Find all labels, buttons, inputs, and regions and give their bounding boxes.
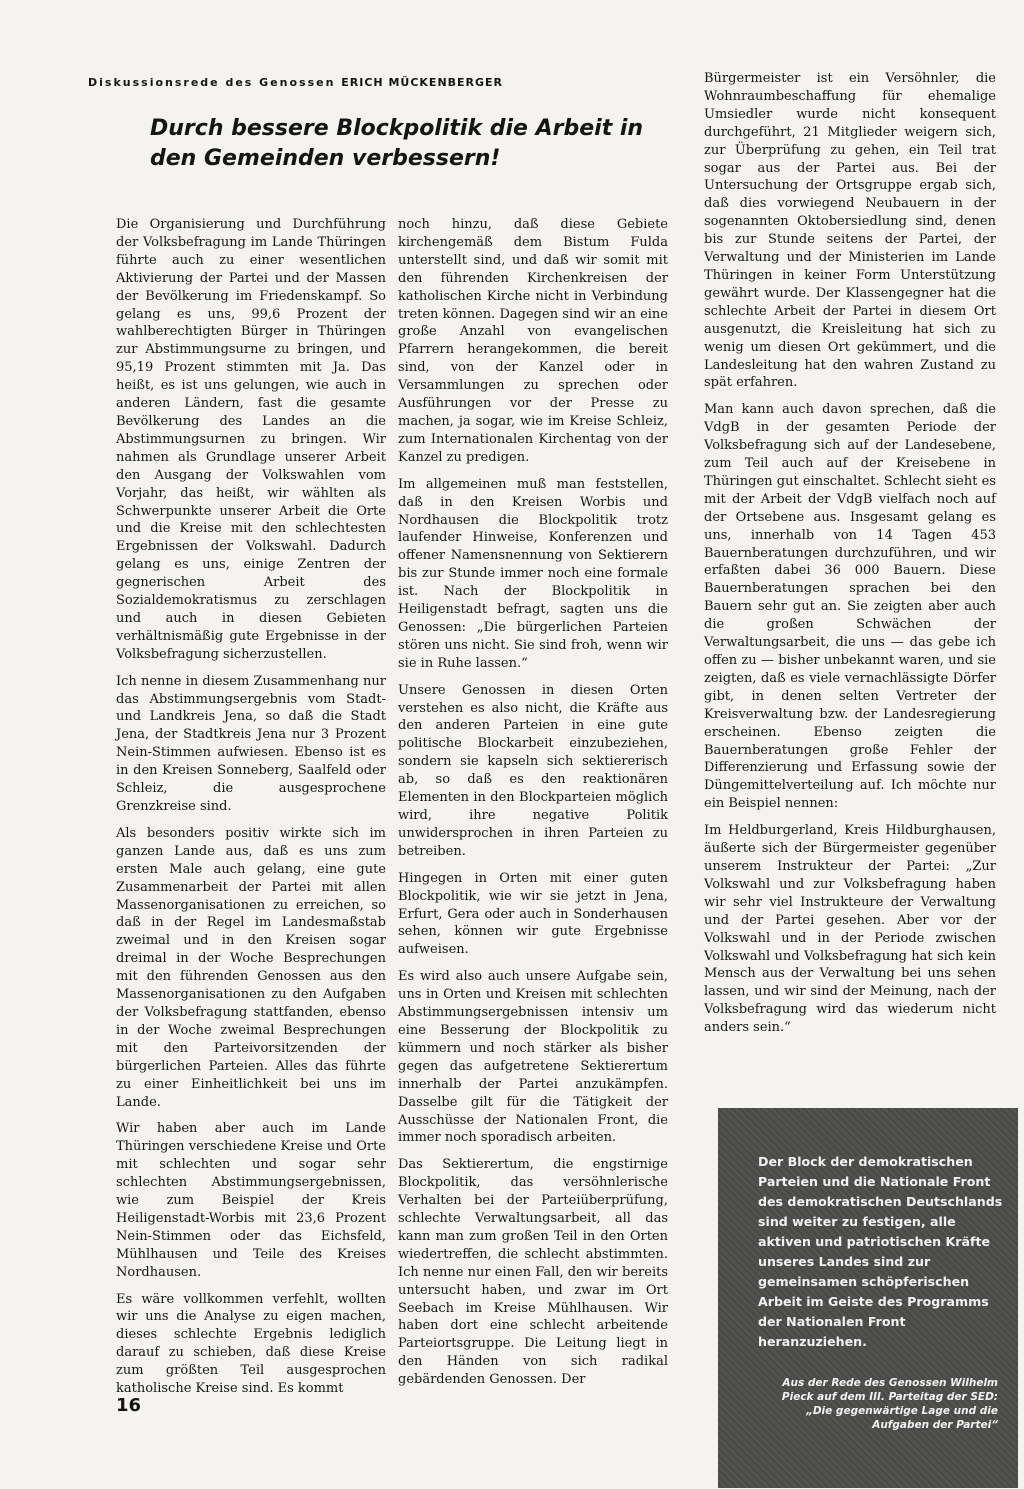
paragraph: Das Sektierertum, die engstirnige Blockpolitik, das versöhnlerische Verhalten bei der Parteiüberprüfung, schlechte Verwaltungsarbeit, all das kann man zum großen Teil in den Orten wiedertreffen, die schlecht abstimmten. Ich nenne nur einen Fall, den wir bereits untersucht haben, und zwar im Ort Seebach im Kreise Mühlhausen. Wir haben dort eine schlecht arbeitende Parteiortsgruppe. Die Leitung liegt in den Händen von sich radikal gebärdenden Genossen. Der [398, 1157, 668, 1388]
paragraph: noch hinzu, daß diese Gebiete kirchengemäß dem Bistum Fulda unterstellt sind, und daß wir somit mit den führenden Kirchenkreisen der katholischen Kirche nicht in Verbindung treten können. Dagegen sind wir an eine große Anzahl von evangelischen Pfarrern herangekommen, die bereit sind, von der Kanzel oder in Versammlungen zu sprechen oder Ausführungen vor der Presse zu machen, ja sogar, wie im Kreise Schleiz, zum Internationalen Kirchentag von der Kanzel zu predigen. [398, 217, 668, 465]
article-headline: Durch bessere Blockpolitik die Arbeit in den Gemeinden verbessern! [150, 116, 644, 171]
paragraph: Im Heldburgerland, Kreis Hildburghausen, äußerte sich der Bürgermeister gegenüber unserem Instrukteur der Partei: „Zur Volkswahl und zur Volksbefragung haben wir sehr viel Instrukteure der Verwaltung und der Partei gesehen. Aber vor der Volkswahl und in der Periode zwischen Volkswahl und Volksbefragung hat sich kein Mensch aus der Verwaltung bei uns sehen lassen, und wir sind der Meinung, nach der Volksbefragung wird das wiederum nicht anders sein.“ [704, 823, 996, 1036]
text-column-3 [704, 70, 996, 1046]
text-column-2 [398, 216, 668, 1398]
paragraph: Es wird also auch unsere Aufgabe sein, uns in Orten und Kreisen mit schlechten Abstimmungsergebnissen intensiv um eine Besserung der Blockpolitik zu kümmern und noch stärker als bisher gegen das aufgetretene Sektierertum innerhalb der Partei anzukämpfen. Dasselbe gilt für die Tätigkeit der Ausschüsse der Nationalen Front, die immer noch sporadisch arbeiten. [398, 969, 668, 1146]
paragraph: Als besonders positiv wirkte sich im ganzen Lande aus, daß es uns zum ersten Male auch gelang, eine gute Zusammenarbeit der Partei mit allen Massenorganisationen zu erreichen, so daß in der Regel im Landesmaßstab zweimal und in den Kreisen sogar dreimal in der Woche Besprechungen mit den führenden Genossen aus den Massenorganisationen zu den Aufgaben der Volksbefragung stattfanden, ebenso in der Woche zweimal Besprechungen mit den Parteivorsitzenden der bürgerlichen Parteien. Alles das führte zu einer Einheitlichkeit bei uns im Lande. [116, 825, 386, 1110]
kicker-prefix: Diskussionsrede des Genossen [88, 76, 336, 89]
paragraph: Bürgermeister ist ein Versöhnler, die Wohnraumbeschaffung für ehemalige Umsiedler wurde nicht konsequent durchgeführt, 21 Mitglieder weigern sich, zur Überprüfung zu gehen, ein Teil trat sogar aus der Partei aus. Bei der Untersuchung der Ortsgruppe ergab sich, daß dies vorwiegend Neubauern in der sogenannten Oktobersiedlung sind, denen bis zur Stunde seitens der Partei, der Verwaltung und der Ministerien im Lande Thüringen in keiner Form Unterstützung gewährt wurde. Der Klassengegner hat die schlechte Arbeit der Partei in diesem Ort ausgenutzt, die Kreisleitung hat sich zu wenig um diesen Ort gekümmert, und die Landesleitung hat den wahren Zustand zu spät erfahren. [704, 71, 996, 391]
pull-quote-text: Der Block der demokratischen Parteien und die Nationale Front des demokratischen Deutschlands sind weiter zu festigen, alle aktiven und patriotischen Kräfte unseres Landes sind zur gemeinsamen schöpferischen Arbeit im Geiste des Programms der Nationalen Front heranzuziehen. [758, 1154, 1003, 1349]
paragraph: Man kann auch davon sprechen, daß die VdgB in der gesamten Periode der Volksbefragung sich auf der Landesebene, zum Teil auch auf der Kreisebene in Thüringen gut einschaltet. Schlecht sieht es mit der Arbeit der VdgB vielfach noch auf der Ortsebene aus. Insgesamt gelang es uns, innerhalb von 14 Tagen 453 Bauernberatungen durchzuführen, und wir erfaßten dabei 36 000 Bauern. Diese Bauernberatungen sprachen bei den Bauern sehr gut an. Sie zeigten aber auch die großen Schwächen der Verwaltungsarbeit, die uns — das gebe ich offen zu — bisher unbekannt waren, und sie zeigten, daß es viele vernachlässigte Dörfer gibt, in denen selten Vertreter der Kreisverwaltung bzw. der Landesregierung erscheinen. Ebenso zeigten die Bauernberatungen große Fehler der Differenzierung und Erfassung sowie der Düngemittelverteilung auf. Ich möchte nur ein Beispiel nennen: [704, 402, 996, 812]
kicker-author: ERICH MÜCKENBERGER [341, 76, 504, 89]
article-kicker [88, 76, 688, 89]
paragraph: Hingegen in Orten mit einer guten Blockpolitik, wie wir sie jetzt in Jena, Erfurt, Gera oder auch in Sonderhausen sehen, können wir gute Ergebnisse aufweisen. [398, 870, 668, 958]
paragraph: Wir haben aber auch im Lande Thüringen verschiedene Kreise und Orte mit schlechten und sogar sehr schlechten Abstimmungsergebnissen, wie zum Beispiel der Kreis Heiligenstadt-Worbis mit 23,6 Prozent Nein-Stimmen oder das Eichsfeld, Mühlhausen und Teile des Kreises Nordhausen. [116, 1121, 386, 1280]
paragraph: Unsere Genossen in diesen Orten verstehen es also nicht, die Kräfte aus den anderen Parteien in eine gute politische Blockarbeit einzubeziehen, sondern sie kapseln sich sektiererisch ab, so daß es den reaktionären Elementen in den Blockparteien möglich wird, ihre negative Politik unwidersprochen in ihren Parteien zu betreiben. [398, 682, 668, 859]
paragraph: Ich nenne in diesem Zusammenhang nur das Abstimmungsergebnis vom Stadt- und Landkreis Jena, so daß die Stadt Jena, der Stadtkreis Jena nur 3 Prozent Nein-Stimmen aufwiesen. Ebenso ist es in den Kreisen Sonneberg, Saalfeld oder Schleiz, die ausgesprochene Grenzkreise sind. [116, 673, 386, 814]
text-column-1 [116, 216, 386, 1407]
page-number: 16 [116, 1395, 142, 1416]
paragraph: Die Organisierung und Durchführung der Volksbefragung im Lande Thüringen führte auch zu einer wesentlichen Aktivierung der Partei und der Massen der Bevölkerung im Friedenskampf. So gelang es uns, 99,6 Prozent der wahlberechtigten Bürger in Thüringen zur Abstimmungsurne zu bringen, und 95,19 Prozent stimmten mit Ja. Das heißt, es ist uns gelungen, wie auch in anderen Ländern, fast die gesamte Bevölkerung des Landes an die Abstimmungsurnen zu bringen. Wir nahmen als Grundlage unserer Arbeit den Ausgang der Volkswahlen vom Vorjahr, das heißt, wir wählten als Schwerpunkte unserer Arbeit die Orte und die Kreise mit den schlechtesten Ergebnissen der Volkswahl. Dadurch gelang es uns, einige Zentren der gegnerischen Arbeit des Sozialdemokratismus zu zerschlagen und auch in diesen Gebieten verhältnismäßig gute Ergebnisse in der Volksbefragung sicherzustellen. [116, 217, 386, 662]
paragraph: Es wäre vollkommen verfehlt, wollten wir uns die Analyse zu eigen machen, dieses schlechte Ergebnis lediglich darauf zu schieben, daß diese Kreise zum größten Teil ausgesprochen katholische Kreise sind. Es kommt [116, 1291, 386, 1397]
pull-quote-box [718, 1108, 1018, 1488]
paragraph: Im allgemeinen muß man feststellen, daß in den Kreisen Worbis und Nordhausen die Blockpolitik trotz laufender Hinweise, Konferenzen und offener Namensnennung von Sektierern bis zur Stunde immer noch eine formale ist. Nach der Blockpolitik in Heiligenstadt befragt, sagten uns die Genossen: „Die bürgerlichen Parteien stören uns nicht. Sie sind froh, wenn wir sie in Ruhe lassen.“ [398, 476, 668, 671]
pull-quote-source: Aus der Rede des Genossen Wilhelm Pieck auf dem III. Parteitag der SED: „Die gegenwärtige Lage und die Aufgaben der Partei“ [781, 1377, 998, 1431]
